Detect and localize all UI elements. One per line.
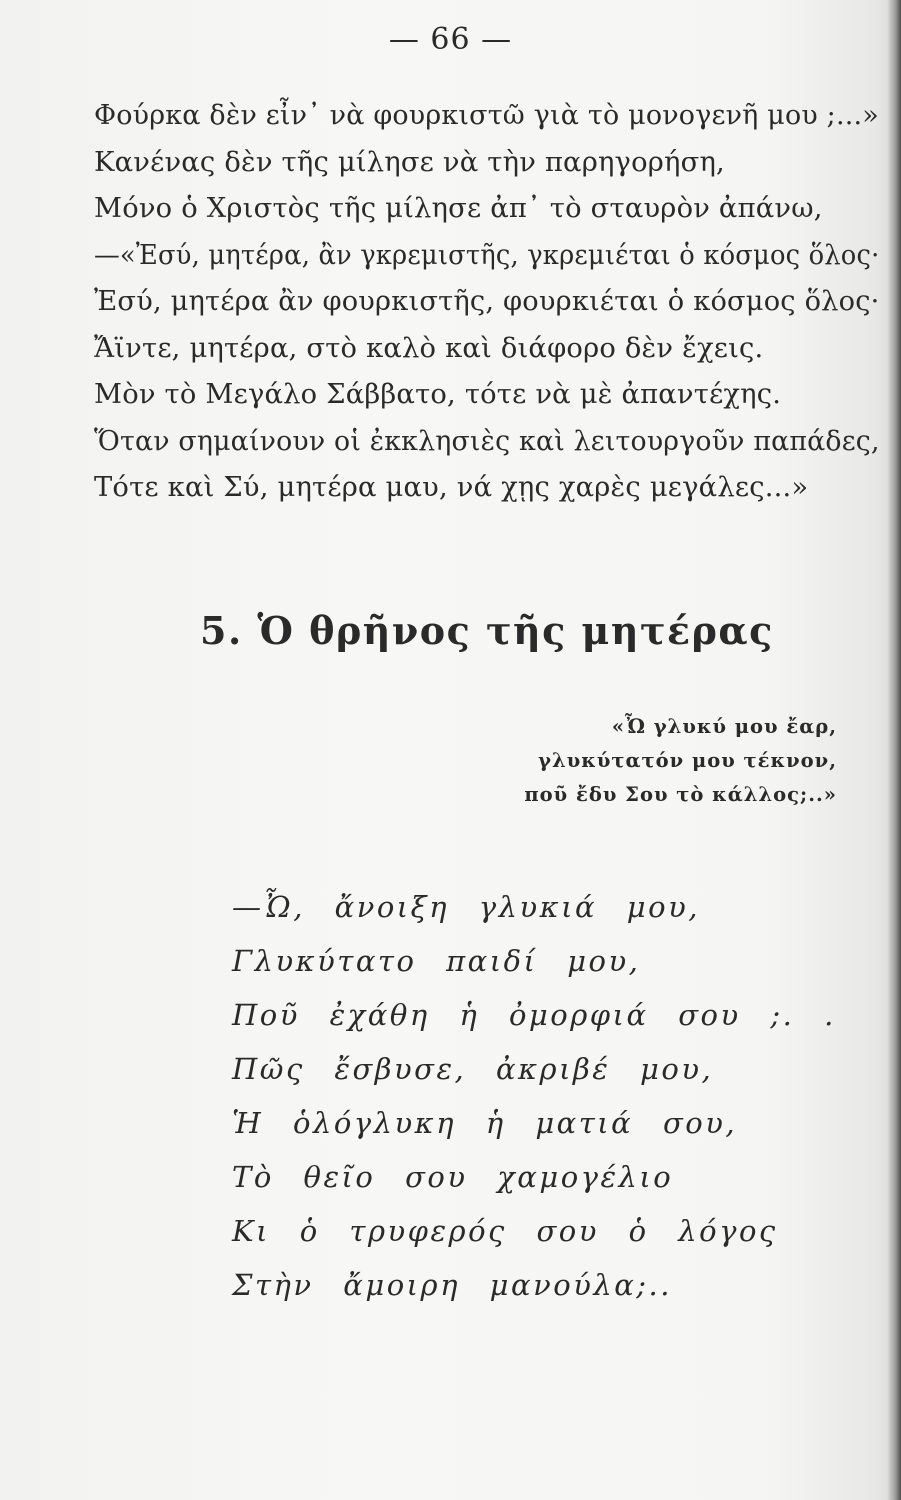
poem-line: Πῶς ἔσβυσε, ἀκριβέ μου, — [232, 1052, 714, 1086]
poem-line: —Ὦ, ἄνοιξη γλυκιά μου, — [232, 890, 700, 924]
epigraph-line: γλυκύτατόν μου τέκνον, — [538, 749, 837, 772]
poem-block — [232, 880, 836, 1312]
epigraph-line: ποῦ ἔδυ Σου τὸ κάλλος;..» — [524, 783, 837, 806]
prose-line: Φούρκα δὲν εἶν᾽ νὰ φουρκιστῶ γιὰ τὸ μονογενῆ μου ;...» — [94, 99, 879, 131]
prose-line: Μόνο ὁ Χριστὸς τῆς μίλησε ἀπ᾽ τὸ σταυρὸν ἀπάνω, — [94, 192, 823, 224]
prose-line: Μὸν τὸ Μεγάλο Σάββατο, τότε νὰ μὲ ἀπαντέχης. — [94, 378, 782, 410]
epigraph-line: «Ὦ γλυκύ μου ἔαρ, — [611, 715, 837, 738]
prose-line: Ἄϊντε, μητέρα, στὸ καλὸ καὶ διάφορο δὲν ἔχεις. — [94, 331, 764, 364]
poem-line: Στὴν ἄμοιρη μανούλα;.. — [232, 1268, 672, 1302]
prose-block — [94, 92, 884, 511]
section-title: 5. Ὁ θρῆνος τῆς μητέρας — [200, 608, 774, 653]
page-edge-shadow — [887, 0, 901, 1500]
poem-line: Ποῦ ἐχάθη ἡ ὀμορφιά σου ;. . — [232, 998, 836, 1032]
page-number: — 66 — — [388, 22, 513, 57]
prose-line: Ὅταν σημαίνουν οἱ ἐκκλησιὲς καὶ λειτουργοῦν παπάδες, — [94, 424, 880, 457]
poem-line: Γλυκύτατο παιδί μου, — [232, 944, 641, 978]
prose-line: —«Ἐσύ, μητέρα, ἂν γκρεμιστῆς, γκρεμιέται ὁ κόσμος ὅλος· — [94, 238, 880, 271]
prose-line: Τότε καὶ Σύ, μητέρα μαυ, νά χῃς χαρὲς μεγάλες...» — [94, 471, 809, 503]
poem-line: Κι ὁ τρυφερός σου ὁ λόγος — [232, 1214, 778, 1248]
prose-line: Ἐσύ, μητέρα ἂν φουρκιστῆς, φουρκιέται ὁ κόσμος ὅλος· — [94, 285, 880, 317]
poem-line: Τὸ θεῖο σου χαμογέλιο — [232, 1160, 674, 1194]
epigraph — [417, 710, 837, 812]
prose-line: Κανένας δὲν τῆς μίλησε νὰ τὴν παρηγορήση, — [94, 145, 725, 178]
poem-line: Ἡ ὁλόγλυκη ἡ ματιά σου, — [232, 1106, 738, 1140]
